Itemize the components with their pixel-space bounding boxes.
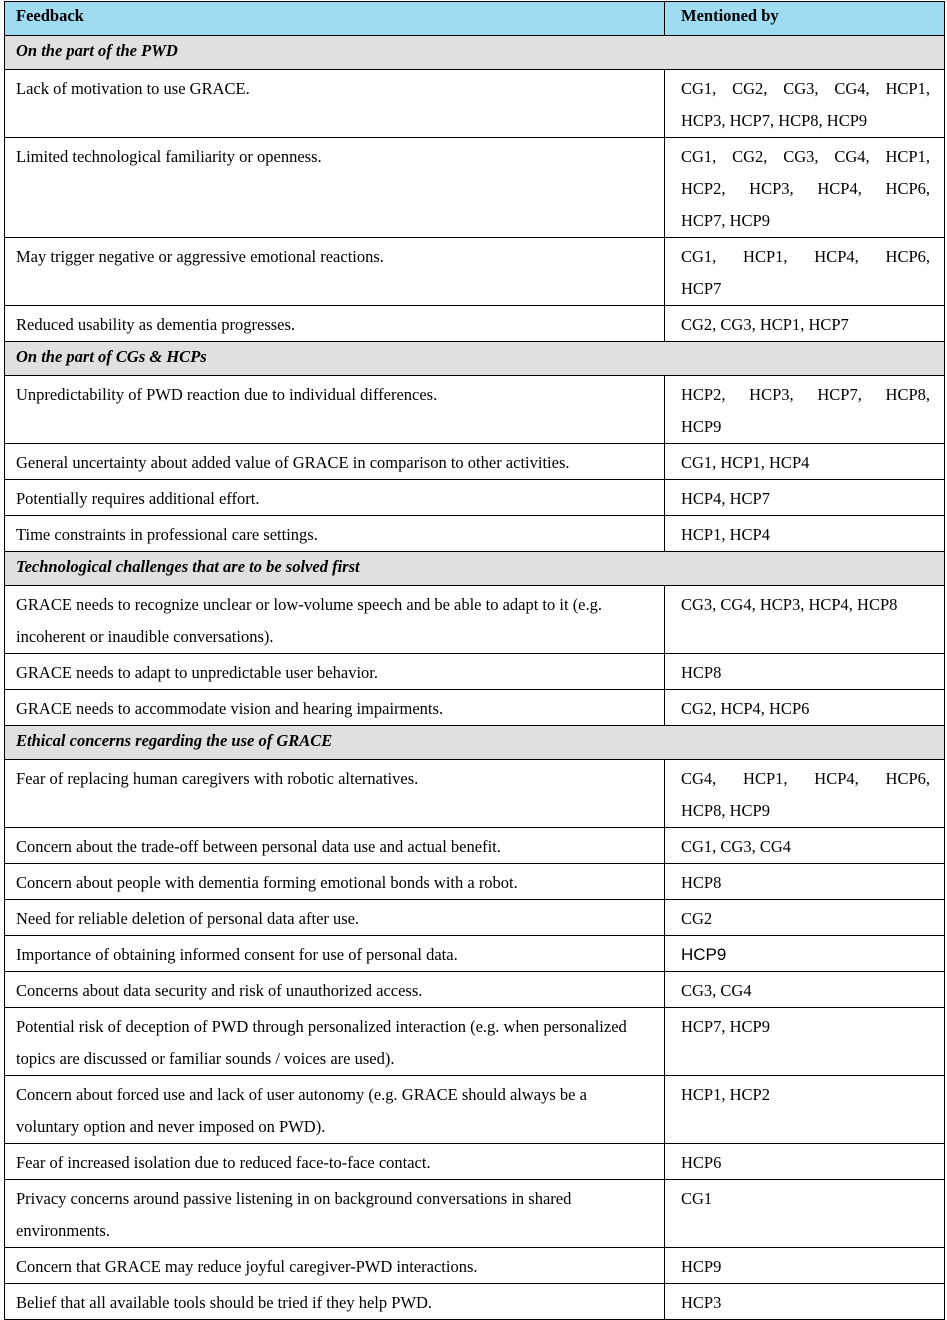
feedback-cell: Privacy concerns around passive listening in on background conversations in shared environments. <box>5 1180 665 1248</box>
section-row <box>5 726 945 760</box>
mentioned-by-line: HCP1, HCP4 <box>681 525 770 544</box>
mentioned-by-line: CG1, HCP1, HCP4, HCP6, <box>681 247 930 266</box>
table-row <box>5 864 945 900</box>
section-row <box>5 552 945 586</box>
table-body <box>5 36 945 1320</box>
table-row <box>5 238 945 306</box>
feedback-cell: Importance of obtaining informed consent for use of personal data. <box>5 936 665 972</box>
table-row <box>5 1180 945 1248</box>
mentioned-by-cell <box>665 828 945 864</box>
mentioned-by-cell <box>665 972 945 1008</box>
mentioned-by-cell <box>665 690 945 726</box>
mentioned-by-line: CG1, CG2, CG3, CG4, HCP1, <box>681 147 930 166</box>
mentioned-by-line: CG1 <box>681 1189 713 1208</box>
feedback-cell: Fear of replacing human caregivers with robotic alternatives. <box>5 760 665 828</box>
mentioned-by-cell <box>665 900 945 936</box>
feedback-cell: Concern about forced use and lack of user autonomy (e.g. GRACE should always be a voluntary option and never imposed on PWD). <box>5 1076 665 1144</box>
table-row <box>5 690 945 726</box>
section-title: On the part of the PWD <box>5 36 945 70</box>
mentioned-by-cell <box>665 138 945 238</box>
feedback-cell: GRACE needs to adapt to unpredictable user behavior. <box>5 654 665 690</box>
table-row <box>5 444 945 480</box>
feedback-cell: Concern about people with dementia forming emotional bonds with a robot. <box>5 864 665 900</box>
mentioned-by-line: CG1, HCP1, HCP4 <box>681 453 810 472</box>
feedback-cell: General uncertainty about added value of GRACE in comparison to other activities. <box>5 444 665 480</box>
mentioned-by-cell <box>665 1076 945 1144</box>
mentioned-by-line: CG4, HCP1, HCP4, HCP6, <box>681 769 930 788</box>
header-mentioned-by: Mentioned by <box>665 2 945 36</box>
feedback-cell: Lack of motivation to use GRACE. <box>5 70 665 138</box>
mentioned-by-cell <box>665 936 945 972</box>
mentioned-by-line: HCP8 <box>681 873 722 892</box>
mentioned-by-cell <box>665 1284 945 1320</box>
table-row <box>5 1076 945 1144</box>
table-row <box>5 1144 945 1180</box>
header-feedback: Feedback <box>5 2 665 36</box>
mentioned-by-line: CG3, CG4 <box>681 981 752 1000</box>
table-row <box>5 760 945 828</box>
mentioned-by-line: CG3, CG4, HCP3, HCP4, HCP8 <box>681 595 898 614</box>
mentioned-by-line: HCP9 <box>681 945 727 964</box>
table-row <box>5 654 945 690</box>
table-row <box>5 376 945 444</box>
mentioned-by-line: HCP8, HCP9 <box>681 801 770 820</box>
feedback-cell: Concern about the trade-off between personal data use and actual benefit. <box>5 828 665 864</box>
mentioned-by-line: HCP7, HCP9 <box>681 211 770 230</box>
feedback-cell: Fear of increased isolation due to reduced face-to-face contact. <box>5 1144 665 1180</box>
mentioned-by-line: CG1, CG2, CG3, CG4, HCP1, <box>681 79 930 98</box>
mentioned-by-cell <box>665 376 945 444</box>
table-row <box>5 936 945 972</box>
mentioned-by-line: HCP8 <box>681 663 722 682</box>
mentioned-by-cell <box>665 444 945 480</box>
feedback-cell: GRACE needs to recognize unclear or low-volume speech and be able to adapt to it (e.g. incoherent or inaudible conversations). <box>5 586 665 654</box>
mentioned-by-cell <box>665 654 945 690</box>
feedback-cell: Unpredictability of PWD reaction due to individual differences. <box>5 376 665 444</box>
mentioned-by-cell <box>665 480 945 516</box>
feedback-cell: Potential risk of deception of PWD through personalized interaction (e.g. when personalized topics are discussed or familiar sounds / voices are used). <box>5 1008 665 1076</box>
mentioned-by-line: HCP6 <box>681 1153 722 1172</box>
header-row <box>5 2 945 36</box>
mentioned-by-cell <box>665 1144 945 1180</box>
mentioned-by-line: HCP7, HCP9 <box>681 1017 770 1036</box>
feedback-cell: Limited technological familiarity or openness. <box>5 138 665 238</box>
mentioned-by-cell <box>665 864 945 900</box>
mentioned-by-cell <box>665 1180 945 1248</box>
mentioned-by-line: CG2 <box>681 909 713 928</box>
table-row <box>5 70 945 138</box>
feedback-cell: Potentially requires additional effort. <box>5 480 665 516</box>
table-row <box>5 138 945 238</box>
table-row <box>5 828 945 864</box>
feedback-cell: Concerns about data security and risk of unauthorized access. <box>5 972 665 1008</box>
table-row <box>5 306 945 342</box>
feedback-cell: Belief that all available tools should be tried if they help PWD. <box>5 1284 665 1320</box>
section-row <box>5 342 945 376</box>
section-title: On the part of CGs & HCPs <box>5 342 945 376</box>
feedback-cell: May trigger negative or aggressive emotional reactions. <box>5 238 665 306</box>
feedback-cell: Need for reliable deletion of personal data after use. <box>5 900 665 936</box>
mentioned-by-line: HCP3 <box>681 1293 722 1312</box>
feedback-table <box>4 1 945 1320</box>
mentioned-by-cell <box>665 1248 945 1284</box>
mentioned-by-cell <box>665 586 945 654</box>
mentioned-by-cell <box>665 760 945 828</box>
mentioned-by-line: CG2, HCP4, HCP6 <box>681 699 810 718</box>
table-row <box>5 1008 945 1076</box>
table-row <box>5 586 945 654</box>
table-row <box>5 900 945 936</box>
mentioned-by-line: HCP1, HCP2 <box>681 1085 770 1104</box>
section-row <box>5 36 945 70</box>
table-row <box>5 1248 945 1284</box>
table-row <box>5 972 945 1008</box>
mentioned-by-cell <box>665 238 945 306</box>
table-row <box>5 1284 945 1320</box>
mentioned-by-line: CG1, CG3, CG4 <box>681 837 792 856</box>
mentioned-by-line: HCP4, HCP7 <box>681 489 770 508</box>
mentioned-by-line: HCP2, HCP3, HCP7, HCP8, <box>681 385 930 404</box>
mentioned-by-line: CG2, CG3, HCP1, HCP7 <box>681 315 849 334</box>
feedback-cell: Reduced usability as dementia progresses. <box>5 306 665 342</box>
mentioned-by-cell <box>665 1008 945 1076</box>
mentioned-by-cell <box>665 306 945 342</box>
section-title: Technological challenges that are to be solved first <box>5 552 945 586</box>
mentioned-by-line: HCP3, HCP7, HCP8, HCP9 <box>681 111 868 130</box>
feedback-cell: Concern that GRACE may reduce joyful caregiver-PWD interactions. <box>5 1248 665 1284</box>
mentioned-by-line: HCP9 <box>681 417 722 436</box>
section-title: Ethical concerns regarding the use of GRACE <box>5 726 945 760</box>
mentioned-by-line: HCP9 <box>681 1257 722 1276</box>
mentioned-by-cell <box>665 70 945 138</box>
mentioned-by-line: HCP2, HCP3, HCP4, HCP6, <box>681 179 930 198</box>
table-row <box>5 516 945 552</box>
feedback-cell: GRACE needs to accommodate vision and hearing impairments. <box>5 690 665 726</box>
mentioned-by-cell <box>665 516 945 552</box>
mentioned-by-line: HCP7 <box>681 279 722 298</box>
table-row <box>5 480 945 516</box>
feedback-cell: Time constraints in professional care settings. <box>5 516 665 552</box>
